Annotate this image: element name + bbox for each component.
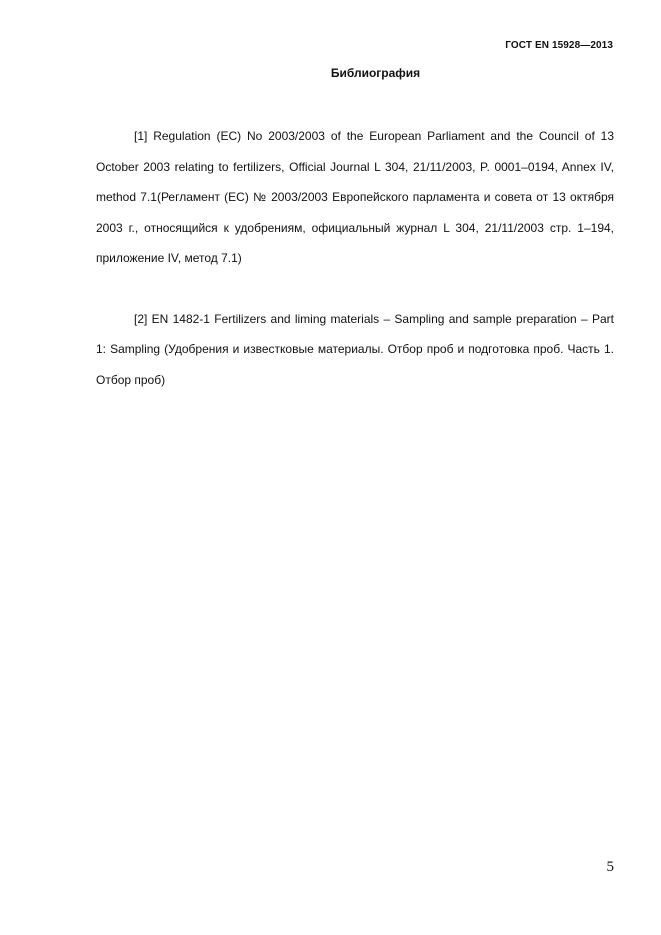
bibliography-entry-2: [2] EN 1482-1 Fertilizers and liming materials – Sampling and sample preparation – Part 1: Sampling (Удобрения и известковые материалы. Отбор проб и подготовка проб. Часть 1. Отбор проб) xyxy=(96,311,614,387)
bibliography-list xyxy=(96,121,614,395)
section-title: Библиография xyxy=(330,66,421,80)
page-number: 5 xyxy=(606,859,614,875)
document-header-code: ГОСТ EN 15928—2013 xyxy=(505,40,613,51)
bibliography-entry-1: [1] Regulation (EC) No 2003/2003 of the European Parliament and the Council of 13 October 2003 relating to fertilizers, Official Journal L 304, 21/11/2003, P. 0001–0194, Annex IV, method 7.1(Регламент (ЕС) № 2003/2003 Европейского парламента и совета от 13 октября 2003 г., относящийся к удобрениям, официальный журнал L 304, 21/11/2003 стр. 1–194, приложение IV, метод 7.1) xyxy=(96,129,614,265)
